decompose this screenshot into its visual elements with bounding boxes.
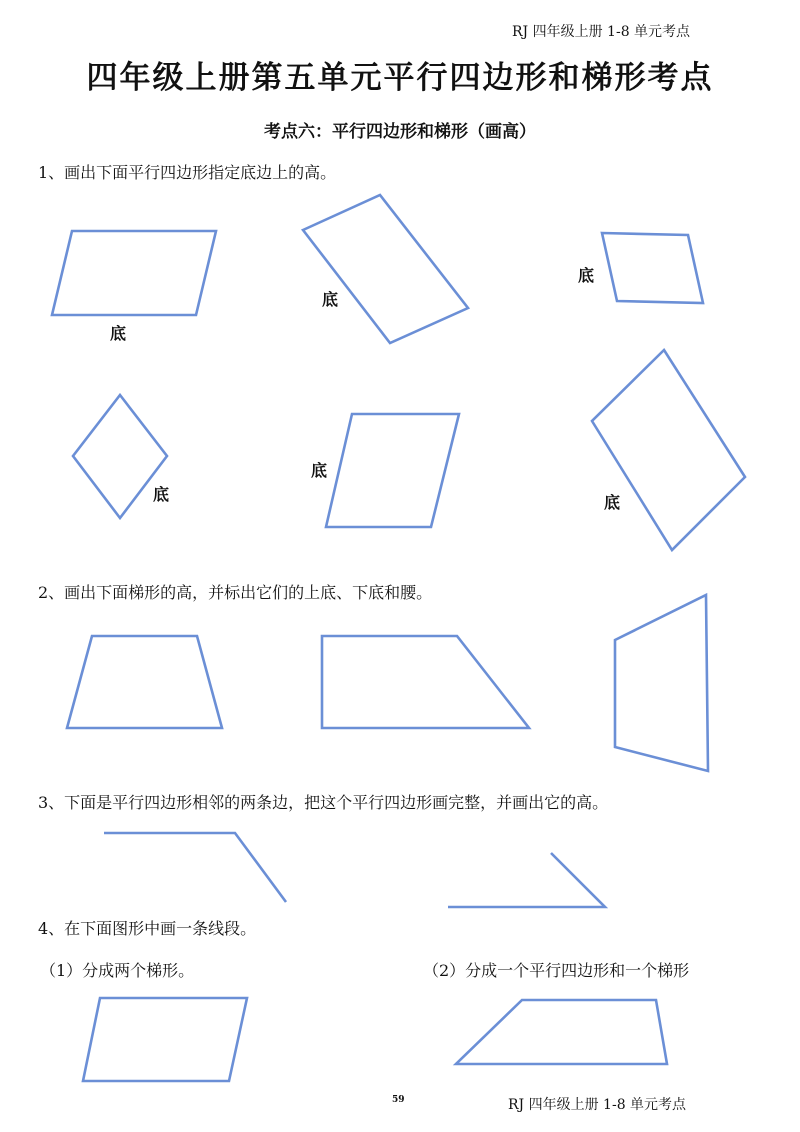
q2-trapezoid-3[interactable] [615,595,708,771]
q1-parallelogram-6[interactable] [592,350,745,550]
q4-parallelogram[interactable] [83,998,247,1081]
q1-parallelogram-1[interactable] [52,231,216,315]
question-3-text: 3、下面是平行四边形相邻的两条边，把这个平行四边形画完整，并画出它的高。 [38,793,609,812]
base-label-6: 底 [604,493,621,512]
base-label-3: 底 [578,266,595,285]
question-4-text: 4、在下面图形中画一条线段。 [38,919,257,938]
base-label-2: 底 [322,290,339,309]
question-4-part-2-text: （2）分成一个平行四边形和一个梯形 [423,961,690,980]
base-label-5: 底 [311,461,328,480]
q2-trapezoid-2[interactable] [322,636,529,728]
q1-parallelogram-3[interactable] [602,233,703,303]
question-4-part-1-text: （1）分成两个梯形。 [40,961,195,980]
q3-adjacent-sides-1[interactable] [104,833,286,902]
question-2-text: 2、画出下面梯形的高，并标出它们的上底、下底和腰。 [38,583,433,602]
question-1-text: 1、画出下面平行四边形指定底边上的高。 [38,163,337,182]
q1-rhombus-4[interactable] [73,395,170,518]
section-subtitle: 考点六：平行四边形和梯形（画高） [264,122,536,142]
q4-trapezoid[interactable] [456,1000,667,1064]
footer-label: RJ 四年级上册 1-8 单元考点 [508,1097,687,1113]
q1-parallelogram-2[interactable] [303,195,468,343]
q1-parallelogram-5[interactable] [326,414,459,527]
page-title: 四年级上册第五单元平行四边形和梯形考点 [86,60,714,96]
base-label-4: 底 [153,485,170,504]
q3-adjacent-sides-2[interactable] [448,853,605,907]
page-number: 59 [392,1095,405,1105]
q2-trapezoid-1[interactable] [67,636,222,728]
base-label-1: 底 [110,324,127,343]
header-label: RJ 四年级上册 1-8 单元考点 [512,24,691,40]
